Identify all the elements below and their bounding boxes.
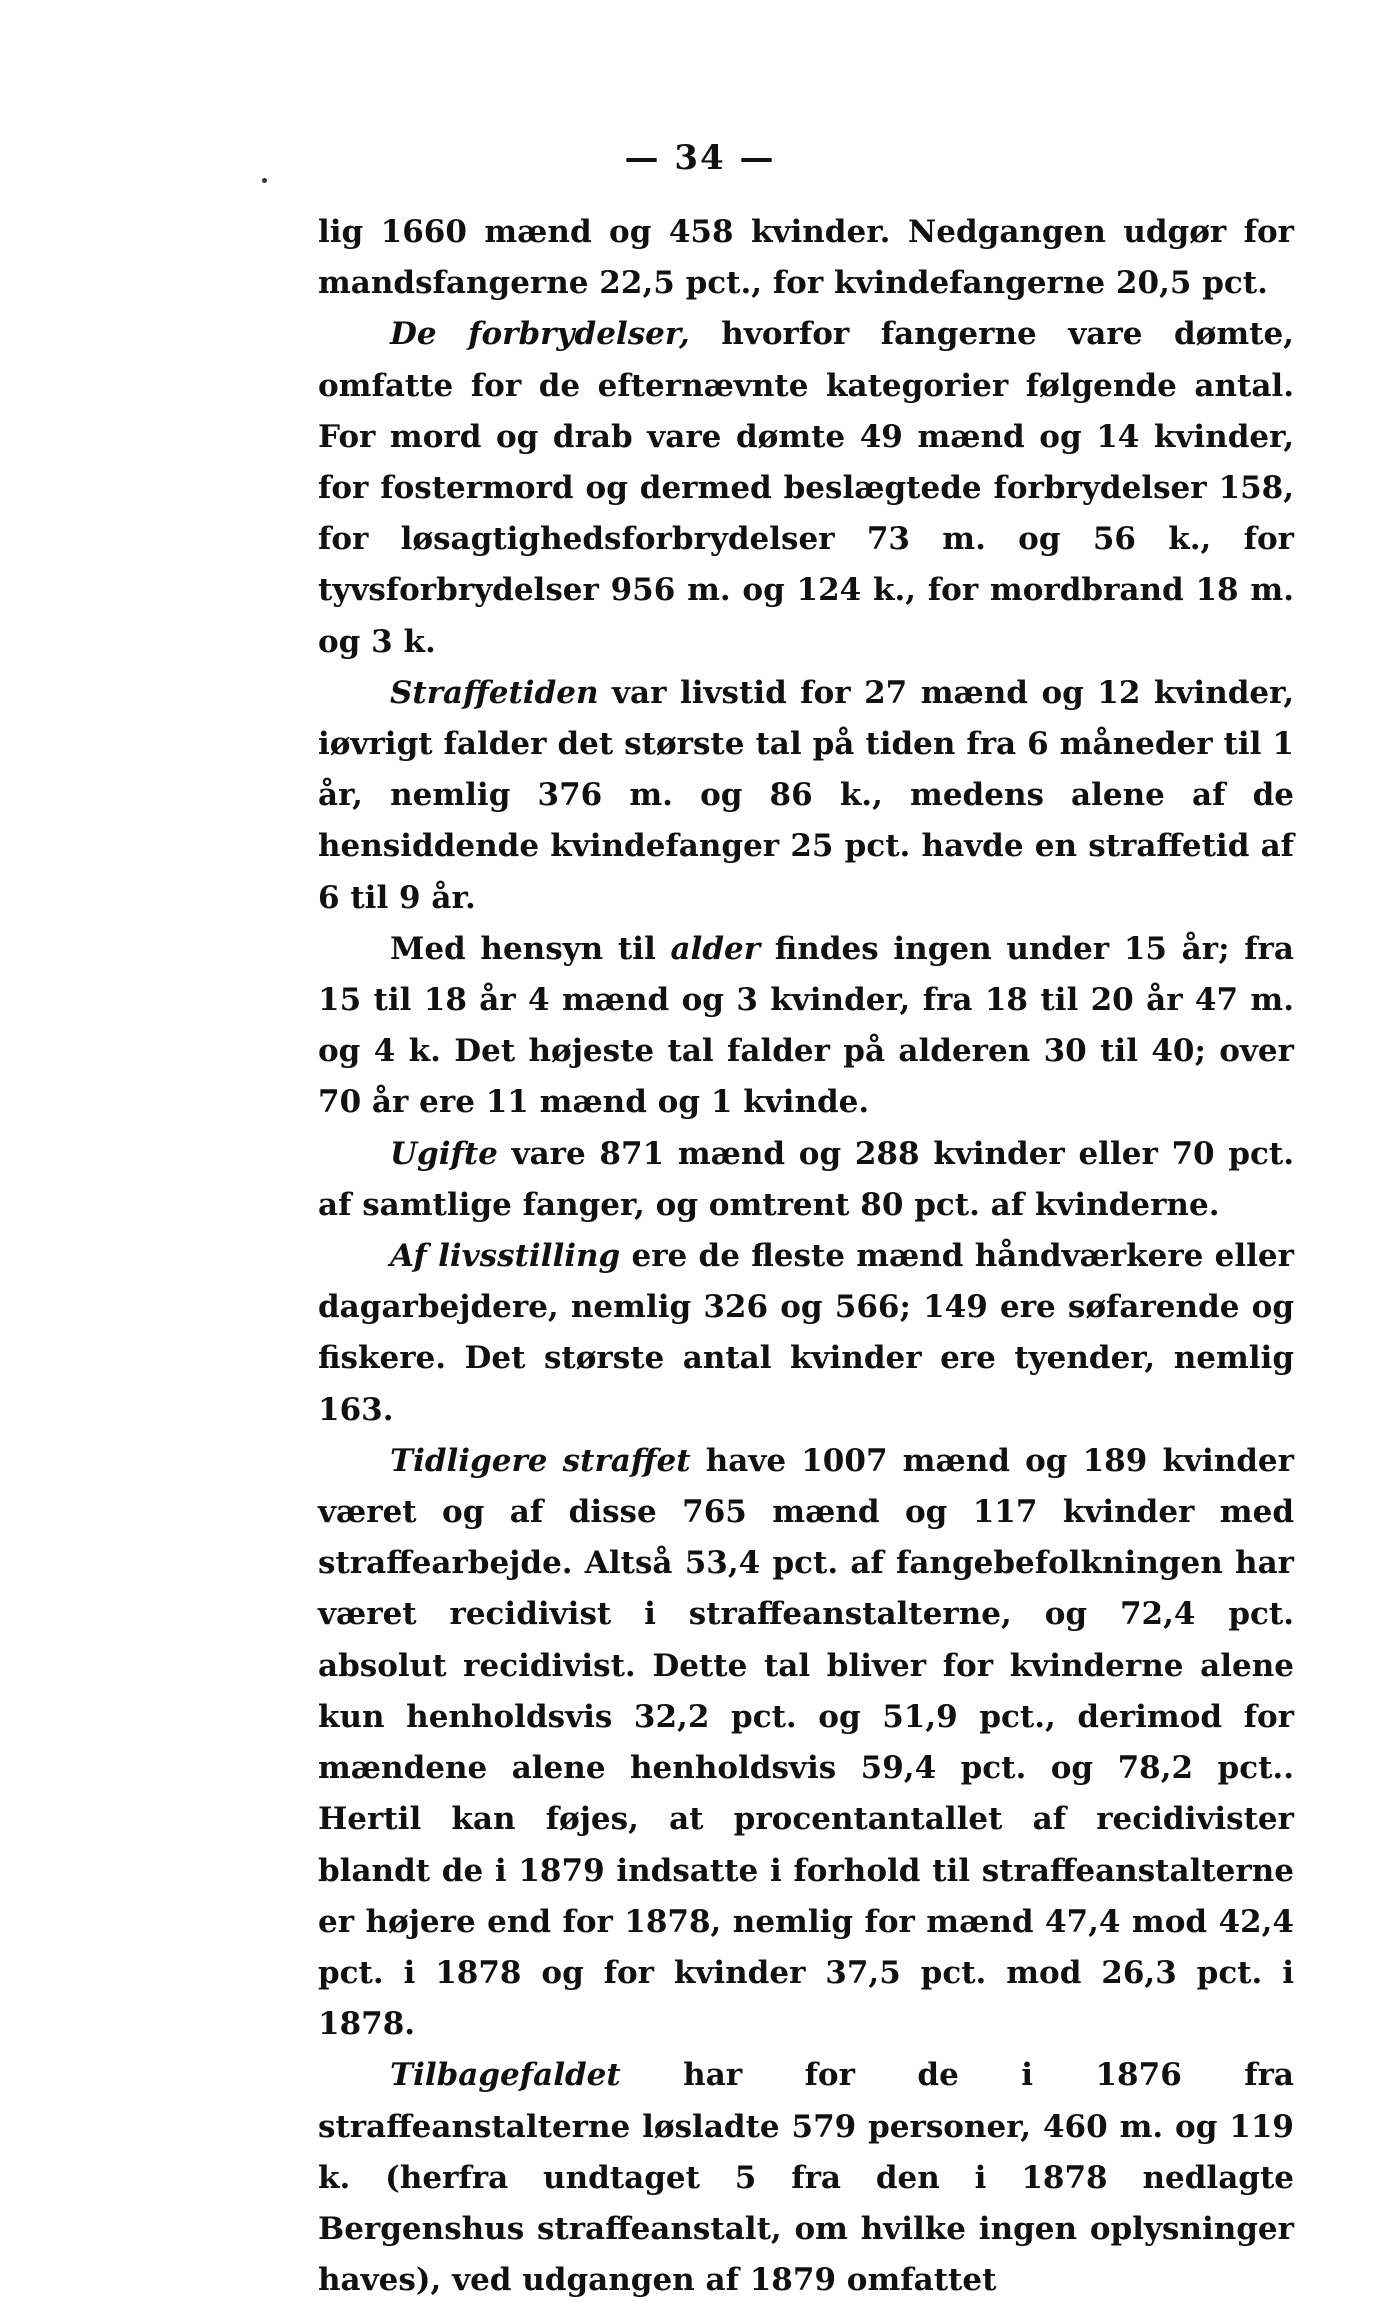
paragraph-7-lead: Tidligere straffet [390,1442,691,1479]
paragraph-3-lead: Straffetiden [390,674,599,711]
paragraph-4-text-before: Med hensyn til [390,930,671,967]
paragraph-6-lead: Af livsstilling [390,1238,621,1275]
paragraph-2-text: hvorfor fangerne vare dømte, omfatte for de efternævnte kategorier følgende antal. For mord og drab vare dømte 49 mænd og 14 kvinder, for fostermord og dermed beslægtede forbrydelser 158, for løsagtighedsforbrydelser 73 m. og 56 k., for tyvsforbrydelser 956 m. og 124 k., for mordbrand 18 m. og 3 k. [318,316,1294,660]
paragraph-2 [318,309,1294,667]
paragraph-8-text: har for de i 1876 fra straffeanstalterne løsladte 579 personer, 460 m. og 119 k. (herfra undtaget 5 fra den i 1878 nedlagte Bergenshus straffeanstalt, om hvilke ingen oplysninger haves), ved udgangen af 1879 omfattet [318,2057,1294,2299]
paragraph-4-text: findes ingen under 15 år; fra 15 til 18 år 4 mænd og 3 kvinder, fra 18 til 20 år 47 m. og 4 k. Det højeste tal falder på alderen 30 til 40; over 70 år ere 11 mænd og 1 kvinde. [318,930,1294,1121]
paragraph-5 [318,1129,1294,1231]
paragraph-7 [318,1436,1294,2050]
paragraph-1 [318,207,1294,309]
paragraph-2-lead: De forbrydelser, [390,316,690,353]
paragraph-1-text: lig 1660 mænd og 458 kvinder. Nedgangen udgør for mandsfangerne 22,5 pct., for kvindefangerne 20,5 pct. [318,214,1294,302]
paragraph-3-text: var livstid for 27 mænd og 12 kvinder, iøvrigt falder det største tal på tiden fra 6 måneder til 1 år, nemlig 376 m. og 86 k., medens alene af de hensiddende kvindefanger 25 pct. havde en straffetid af 6 til 9 år. [318,674,1294,916]
paragraph-8-lead: Tilbagefaldet [390,2057,621,2094]
paragraph-7-text: have 1007 mænd og 189 kvinder været og af disse 765 mænd og 117 kvinder med straffearbejde. Altså 53,4 pct. af fangebefolkningen har været recidivist i straffeanstalterne, og 72,4 pct. absolut recidivist. Dette tal bliver for kvinderne alene kun henholdsvis 32,2 pct. og 51,9 pct., derimod for mændene alene henholdsvis 59,4 pct. og 78,2 pct.. Hertil kan føjes, at procentantallet af recidivister blandt de i 1879 indsatte i forhold til straffeanstalterne er højere end for 1878, nemlig for mænd 47,4 mod 42,4 pct. i 1878 og for kvinder 37,5 pct. mod 26,3 pct. i 1878. [318,1442,1294,2043]
paragraph-8 [318,2050,1294,2306]
paragraph-5-lead: Ugifte [390,1135,498,1172]
paragraph-6 [318,1231,1294,1436]
page-number: — 34 — [624,138,776,178]
paragraph-4-emph: alder [670,930,761,967]
paragraph-6-text: ere de fleste mænd håndværkere eller dagarbejdere, nemlig 326 og 566; 149 ere søfarende og fiskere. Det største antal kvinder ere tyender, nemlig 163. [318,1238,1294,1428]
paragraph-5-text: vare 871 mænd og 288 kvinder eller 70 pct. af samtlige fanger, og omtrent 80 pct. af kvinderne. [318,1135,1294,1223]
paragraph-4 [318,924,1294,1129]
print-speck [262,178,267,183]
paragraph-3 [318,668,1294,924]
body-text [318,207,1294,2306]
